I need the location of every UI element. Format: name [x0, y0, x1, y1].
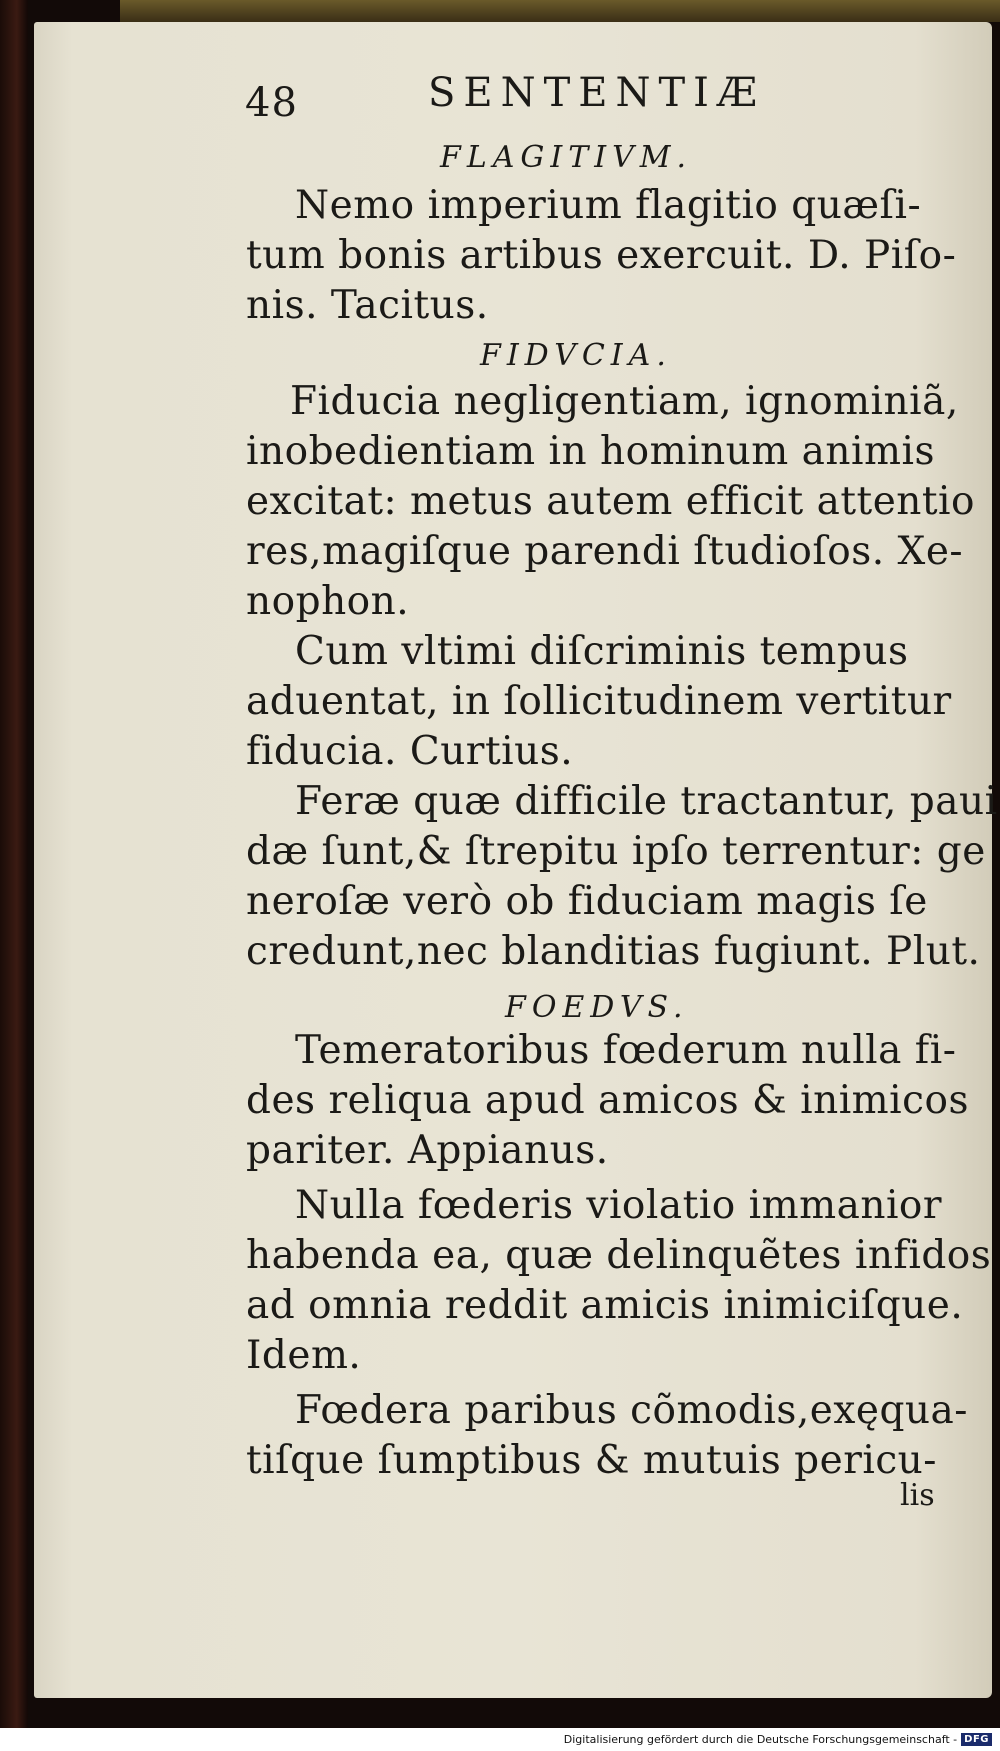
- book-binding-edge: [0, 0, 28, 1728]
- running-title: SENTENTIÆ: [428, 70, 765, 116]
- text-line: tiſque ſumptibus & mutuis pericu-: [246, 1438, 937, 1483]
- credit-text: Digitalisierung gefördert durch die Deutsche Forschungsgemeinschaft -: [563, 1733, 958, 1746]
- text-line: dæ ſunt,& ſtrepitu ipſo terrentur: ge: [246, 829, 986, 874]
- text-line: nophon.: [246, 579, 410, 624]
- page-number: 48: [245, 80, 298, 126]
- text-line: excitat: metus autem efficit attentio: [246, 479, 976, 524]
- section-heading: FLAGITIVM.: [440, 140, 692, 175]
- text-line: Temeratoribus fœderum nulla fi-: [295, 1028, 957, 1073]
- text-line: pariter. Appianus.: [246, 1128, 609, 1173]
- section-heading: FIDVCIA.: [480, 338, 672, 373]
- text-line: tum bonis artibus exercuit. D. Piſo-: [246, 233, 957, 278]
- text-line: neroſæ verò ob fiduciam magis ſe: [246, 879, 928, 924]
- text-line: Nulla fœderis violatio immanior: [295, 1183, 943, 1228]
- text-line: Cum vltimi diſcriminis tempus: [295, 629, 909, 674]
- text-line: Nemo imperium flagitio quæſi-: [295, 183, 922, 228]
- text-line: Fœdera paribus cõmodis,exęqua-: [295, 1388, 968, 1433]
- text-line: habenda ea, quæ delinquẽtes infidos: [246, 1233, 992, 1278]
- text-line: fiducia. Curtius.: [246, 729, 574, 774]
- text-line: nis. Tacitus.: [246, 283, 489, 328]
- text-line: res,magiſque parendi ſtudioſos. Xe-: [246, 529, 964, 574]
- section-heading: FOEDVS.: [505, 990, 689, 1025]
- book-top-edge: [120, 0, 1000, 22]
- dfg-logo: DFG: [961, 1733, 992, 1746]
- text-line: des reliqua apud amicos & inimicos: [246, 1078, 969, 1123]
- text-line: Fiducia negligentiam, ignominiã,: [290, 379, 959, 424]
- catchword: lis: [900, 1478, 935, 1513]
- text-line: aduentat, in ſollicitudinem vertitur: [246, 679, 952, 724]
- text-line: Idem.: [246, 1333, 362, 1378]
- text-line: Feræ quæ difficile tractantur, paui: [295, 779, 998, 824]
- text-line: ad omnia reddit amicis inimiciſque.: [246, 1283, 964, 1328]
- text-line: inobedientiam in hominum animis: [246, 429, 935, 474]
- digitization-credit: [564, 1733, 992, 1746]
- text-line: credunt,nec blanditias fugiunt. Plut.: [246, 929, 981, 974]
